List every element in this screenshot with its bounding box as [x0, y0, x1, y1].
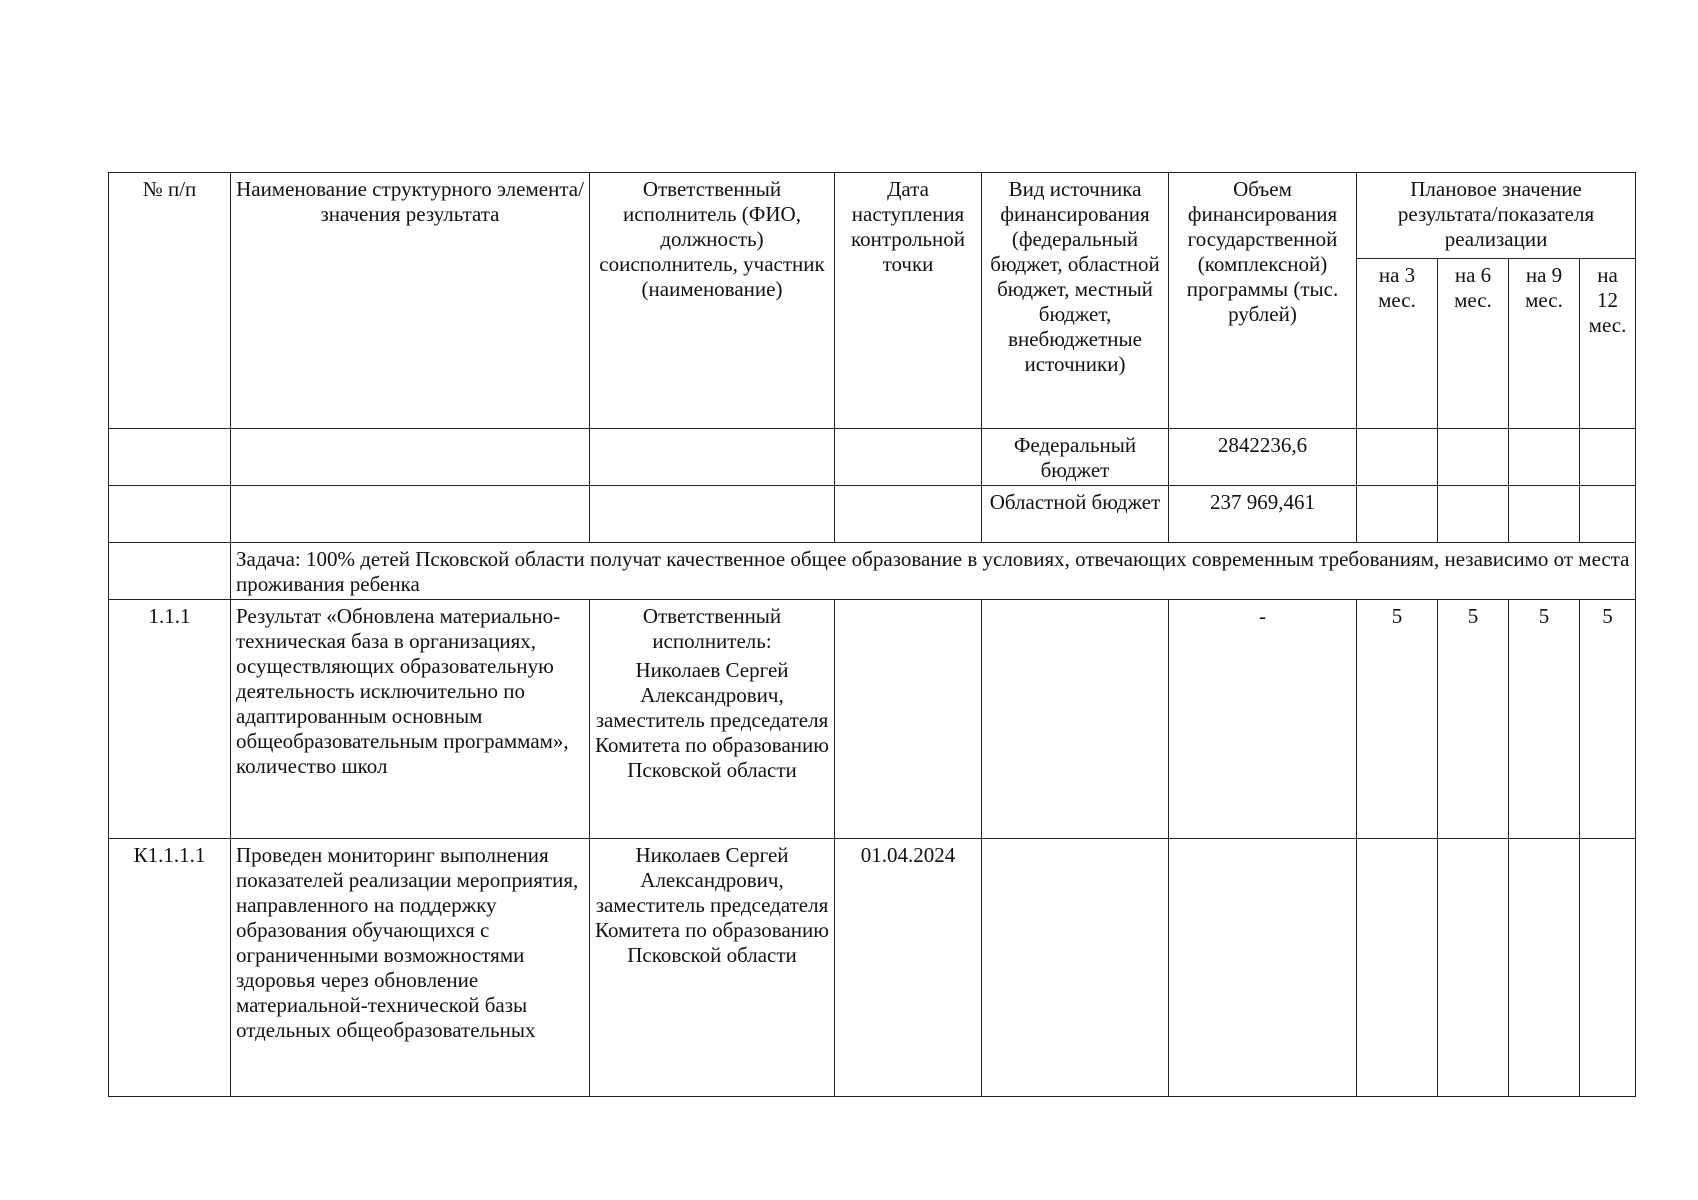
table-cell — [231, 486, 590, 543]
task-row — [109, 543, 1636, 600]
table-cell — [835, 600, 982, 839]
result-value-3-months: 5 — [1357, 600, 1438, 839]
table-cell — [835, 486, 982, 543]
table-cell — [1357, 486, 1438, 543]
finance-amount: 237 969,461 — [1169, 486, 1357, 543]
header-9-months: на 9 мес. — [1509, 259, 1580, 429]
header-responsible: Ответственный исполнитель (ФИО, должность) соисполнитель, участник (наименование) — [590, 173, 835, 429]
table-cell — [231, 429, 590, 486]
finance-row-regional — [109, 486, 1636, 543]
result-row — [109, 600, 1636, 839]
table-cell — [1357, 839, 1438, 1097]
table-header-row — [109, 173, 1636, 259]
header-6-months: на 6 мес. — [1438, 259, 1509, 429]
result-responsible: Николаев Сергей Александрович, заместитель председателя Комитета по образованию Псковской области — [595, 658, 829, 782]
checkpoint-name: Проведен мониторинг выполнения показателей реализации мероприятия, направленного на поддержку образования обучающихся с ограниченными возможностями здоровья через обновление материальной-технической базы отдельных общеобразовательных — [231, 839, 590, 1097]
result-num: 1.1.1 — [109, 600, 231, 839]
result-value-6-months: 5 — [1438, 600, 1509, 839]
table-cell — [1580, 486, 1636, 543]
checkpoint-num: К1.1.1.1 — [109, 839, 231, 1097]
table-cell — [1169, 839, 1357, 1097]
header-planned-value: Плановое значение результата/показателя реализации — [1357, 173, 1636, 259]
table-cell — [1438, 839, 1509, 1097]
finance-amount: 2842236,6 — [1169, 429, 1357, 486]
program-plan-table — [108, 172, 1636, 1097]
result-value-9-months: 5 — [1509, 600, 1580, 839]
table-cell — [109, 486, 231, 543]
table-cell — [1509, 486, 1580, 543]
header-source: Вид источника финансирования (федеральный бюджет, областной бюджет, местный бюджет, внебюджетные источники) — [982, 173, 1169, 429]
result-responsible-label: Ответственный исполнитель: — [642, 604, 782, 653]
result-responsible-cell — [590, 600, 835, 839]
table-cell — [1580, 839, 1636, 1097]
table-cell — [590, 429, 835, 486]
header-3-months: на 3 мес. — [1357, 259, 1438, 429]
table-cell — [835, 429, 982, 486]
finance-row-federal — [109, 429, 1636, 486]
checkpoint-date: 01.04.2024 — [835, 839, 982, 1097]
result-value-12-months: 5 — [1580, 600, 1636, 839]
table-cell — [1509, 429, 1580, 486]
table-cell — [1357, 429, 1438, 486]
header-volume: Объем финансирования государственной (комплексной) программы (тыс. рублей) — [1169, 173, 1357, 429]
table-cell — [590, 486, 835, 543]
header-12-months: на 12 мес. — [1580, 259, 1636, 429]
checkpoint-row — [109, 839, 1636, 1097]
table-cell — [1438, 429, 1509, 486]
checkpoint-responsible: Николаев Сергей Александрович, заместитель председателя Комитета по образованию Псковской области — [590, 839, 835, 1097]
document-page — [108, 172, 1636, 1097]
result-volume: - — [1169, 600, 1357, 839]
header-date: Дата наступления контрольной точки — [835, 173, 982, 429]
table-cell — [982, 600, 1169, 839]
table-cell — [1509, 839, 1580, 1097]
finance-source: Областной бюджет — [982, 486, 1169, 543]
table-cell — [109, 543, 231, 600]
table-cell — [982, 839, 1169, 1097]
header-num: № п/п — [109, 173, 231, 429]
result-name: Результат «Обновлена материально-техническая база в организациях, осуществляющих образовательную деятельность исключительно по адаптированным основным общеобразовательным программам», количество школ — [231, 600, 590, 839]
table-cell — [1438, 486, 1509, 543]
table-cell — [109, 429, 231, 486]
task-text: Задача: 100% детей Псковской области получат качественное общее образование в условиях, отвечающих современным требованиям, независимо от места проживания ребенка — [231, 543, 1636, 600]
finance-source: Федеральный бюджет — [982, 429, 1169, 486]
table-cell — [1580, 429, 1636, 486]
header-name: Наименование структурного элемента/ значения результата — [231, 173, 590, 429]
